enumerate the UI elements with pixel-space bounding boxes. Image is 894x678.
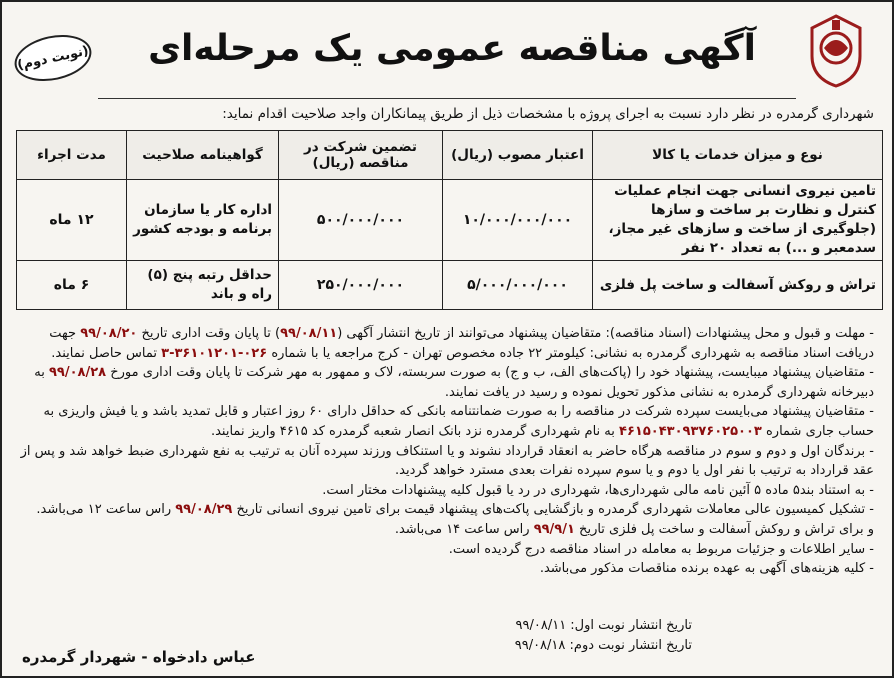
header-qualification: گواهینامه صلاحیت — [127, 131, 279, 180]
row-duration: ۱۲ ماه — [17, 180, 127, 261]
mayor-signature: عباس دادخواه - شهردار گرمدره — [22, 648, 256, 666]
para-costs: - کلیه هزینه‌های آگهی به عهده برنده مناقصات مذکور می‌باشد. — [539, 561, 874, 577]
header-duration: مدت اجراء — [17, 131, 127, 180]
para-other-info: - سایر اطلاعات و جزئیات مربوط به معامله در اسناد مناقصه درج گردیده است. — [448, 541, 874, 557]
row-qualification: حداقل رتبه پنج (۵) راه و باند — [127, 261, 279, 310]
intro-text: شهرداری گرمدره در نظر دارد نسبت به اجرای پروژه با مشخصات ذیل از طریق پیمانکاران واجد صلاحیت اقدام نماید: — [222, 106, 874, 122]
row-service: تراش و روکش آسفالت و ساخت پل فلزی — [593, 261, 883, 310]
row-service: تامین نیروی انسانی جهت انجام عملیات کنترل و نظارت بر ساخت و سازها (جلوگیری از ساخت و سازهای غیر مجاز، سدمعبر و ...) به تعداد ۲۰ نفر — [593, 180, 883, 261]
row-budget: ۵/۰۰۰/۰۰۰/۰۰۰ — [443, 261, 593, 310]
row-budget: ۱۰/۰۰۰/۰۰۰/۰۰۰ — [443, 180, 593, 261]
para-deadline: - مهلت و قبول و محل پیشنهادات (اسناد مناقصه): متقاضیان پیشنهاد می‌توانند از تاریخ انتشار آگهی (۹۹/۰۸/۱۱) تا پایان وقت اداری تاریخ ۹۹/۰۸/۲۰ جهت دریافت اسناد مناقصه به شهرداری گرمدره به نشانی: کیلومتر ۲۲ جاده مخصوص تهران - کرج مراجعه یا با شماره ۰۲۶-۳۶۱۰۱۲۰۱-۳ تماس حاصل نمایند. — [49, 326, 874, 361]
row-guarantee: ۵۰۰/۰۰۰/۰۰۰ — [279, 180, 443, 261]
municipality-logo-icon — [802, 12, 870, 90]
round-badge: (نوبت دوم) — [10, 28, 95, 87]
tender-table — [16, 130, 883, 310]
para-deposit: - متقاضیان پیشنهاد می‌بایست سپرده شرکت در مناقصه را به صورت ضمانتنامه بانکی که حداقل دارای ۶۰ روز اعتبار و قابل تمدید باشد و یا فیش واریزی به حساب جاری شماره ۴۶۱۵۰۴۳۰۹۳۷۶۰۲۵۰۰۳ به نام شهرداری گرمدره نزد بانک انصار شعبه گرمدره کد ۴۶۱۵ واریز نمایند. — [43, 404, 874, 439]
first-publication-date: تاریخ انتشار نوبت اول: ۹۹/۰۸/۱۱ — [515, 618, 692, 633]
para-asphalt-opening: و برای تراش و روکش آسفالت و ساخت پل فلزی تاریخ ۹۹/۹/۱ راس ساعت ۱۴ می‌باشد. — [394, 521, 874, 537]
table-header-row — [17, 131, 883, 180]
table-row — [17, 180, 883, 261]
para-winners: - برندگان اول و دوم و سوم در مناقصه هرگاه حاضر به انعقاد قرارداد نشوند و یا استنکاف ورزند سپرده آنان به ترتیب به نفع شهرداری ضبط خواهد شد و پس از عقد قرارداد به ترتیب با نفر اول یا دوم و یا سوم سپرده نفرات بعدی مسترد خواهد گردید. — [20, 443, 874, 479]
row-duration: ۶ ماه — [17, 261, 127, 310]
para-rights: - به استناد بند۵ ماده ۵ آئین نامه مالی شهرداری‌ها، شهرداری در رد یا قبول کلیه پیشنهادات مختار است. — [322, 482, 874, 498]
title-divider — [98, 98, 796, 99]
row-guarantee: ۲۵۰/۰۰۰/۰۰۰ — [279, 261, 443, 310]
publication-dates — [515, 616, 692, 656]
notice-body — [16, 324, 874, 579]
second-publication-date: تاریخ انتشار نوبت دوم: ۹۹/۰۸/۱۸ — [514, 638, 692, 653]
header-service-type: نوع و میزان خدمات یا کالا — [593, 131, 883, 180]
header-guarantee: تضمین شرکت در مناقصه (ریال) — [279, 131, 443, 180]
para-commission: - تشکیل کمیسیون عالی معاملات شهرداری گرمدره و بازگشایی پاکت‌های پیشنهاد قیمت برای تامین نیروی انسانی تاریخ ۹۹/۰۸/۲۹ راس ساعت ۱۲ می‌باشد. — [36, 502, 874, 518]
para-submission: - متقاضیان پیشنهاد میبایست، پیشنهاد خود را (پاکت‌های الف، ب و ج) به صورت سربسته، لاک و ممهور به مهر شرکت تا پایان وقت اداری مورخ ۹۹/۰۸/۲۸ به دبیرخانه شهرداری گرمدره به نشانی مذکور تحویل نموده و رسید در یافت نمایند. — [34, 365, 874, 400]
notice-title: آگهی مناقصه عمومی یک مرحله‌ای — [148, 28, 756, 69]
row-qualification: اداره کار یا سازمان برنامه و بودجه کشور — [127, 180, 279, 261]
header-approved-budget: اعتبار مصوب (ریال) — [443, 131, 593, 180]
table-row — [17, 261, 883, 310]
